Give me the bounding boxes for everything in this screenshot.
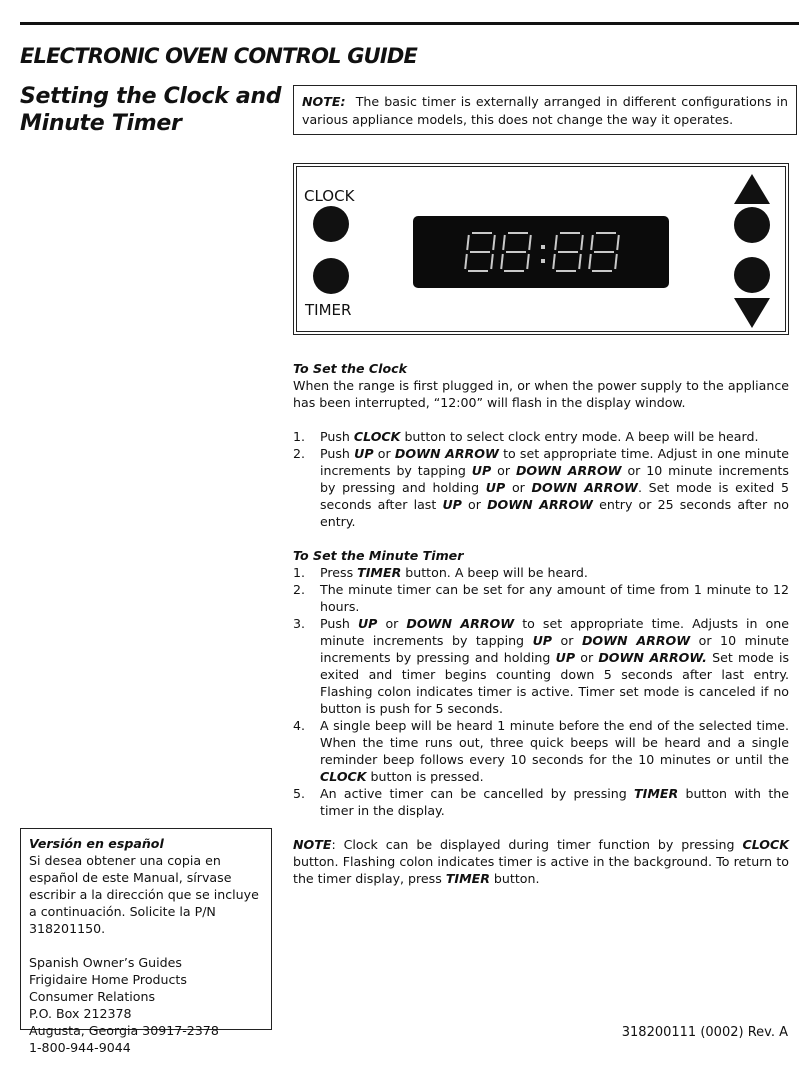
- text-run: Push: [320, 446, 355, 461]
- address-line: Augusta, Georgia 30917-2378: [29, 1023, 219, 1038]
- note-box: [293, 85, 797, 135]
- text-run: Push: [320, 429, 354, 444]
- emphasis-text: CLOCK: [353, 429, 401, 444]
- emphasis-text: UP: [555, 650, 576, 665]
- emphasis-text: DOWN ARROW: [531, 480, 638, 495]
- emphasis-text: UP: [532, 633, 553, 648]
- address-line: 1-800-944-9044: [29, 1040, 131, 1055]
- clock-display: [413, 216, 669, 288]
- emphasis-text: DOWN ARROW.: [598, 650, 707, 665]
- clock-intro: When the range is first plugged in, or when the power supply to the appliance has been interrupted, “12:00” will flash in the display window.: [293, 378, 789, 410]
- step-number: 1.: [293, 565, 306, 580]
- emphasis-text: TIMER: [357, 565, 402, 580]
- guide-title: ELECTRONIC OVEN CONTROL GUIDE: [20, 44, 418, 68]
- emphasis-text: UP: [442, 497, 462, 512]
- address-line: Spanish Owner’s Guides: [29, 955, 182, 970]
- timer-steps: [293, 564, 789, 819]
- emphasis-text: UP: [357, 616, 378, 631]
- text-run: Set mode is exited and timer begins counting down 5 seconds after last entry. Flashing colon indicates timer is active. Timer set mode is canceled if no button is push for 5 seconds.: [320, 650, 790, 716]
- timer-label: TIMER: [305, 301, 352, 319]
- spanish-version-box: [20, 828, 272, 1055]
- display-segment: [491, 254, 493, 269]
- emphasis-text: CLOCK: [742, 837, 789, 852]
- emphasis-text: DOWN ARROW: [406, 616, 515, 631]
- display-segment: [529, 235, 531, 250]
- timer-heading: To Set the Minute Timer: [293, 548, 464, 563]
- timer-button[interactable]: [313, 258, 349, 294]
- text-run: : Clock can be displayed during timer function by pressing: [331, 837, 743, 852]
- text-run: button. Flashing colon indicates timer is active in the background. To return to the timer display, press: [293, 854, 789, 886]
- down-arrow-button[interactable]: [734, 298, 770, 328]
- text-run: or: [552, 633, 582, 648]
- text-run: An active timer can be cancelled by pressing: [320, 786, 635, 801]
- step-number: 5.: [293, 786, 306, 801]
- display-segment: [501, 254, 503, 269]
- emphasis-text: DOWN ARROW: [487, 497, 593, 512]
- list-item: [293, 581, 789, 615]
- display-segment: [503, 235, 505, 250]
- text-run: button. A beep will be heard.: [401, 565, 588, 580]
- display-segment: [553, 254, 555, 269]
- up-round-button[interactable]: [734, 207, 770, 243]
- list-item: [293, 564, 789, 581]
- text-run: or: [461, 497, 488, 512]
- text-run: A single beep will be heard 1 minute before the end of the selected time. When the time runs out, three quick beeps will be heard and a single reminder beep follows every 10 seconds for the 10 minutes or until the: [320, 718, 789, 767]
- emphasis-text: CLOCK: [320, 769, 367, 784]
- instructions: [293, 360, 789, 887]
- display-segment: [591, 235, 593, 250]
- display-segment: [493, 235, 495, 250]
- text-run: button is pressed.: [366, 769, 484, 784]
- text-run: Press: [320, 565, 358, 580]
- text-run: button with the timer in the display.: [320, 786, 789, 818]
- step-number: 1.: [293, 429, 306, 444]
- text-run: . Set mode is exited 5 seconds after last: [320, 480, 790, 512]
- oven-control-panel: [293, 163, 789, 335]
- emphasis-text: DOWN ARROW: [394, 446, 499, 461]
- emphasis-text: DOWN ARROW: [581, 633, 691, 648]
- part-number: 318200111 (0002) Rev. A: [621, 1025, 788, 1040]
- clock-button[interactable]: [313, 206, 349, 242]
- address-line: Frigidaire Home Products: [29, 972, 187, 987]
- text-run: The minute timer can be set for any amount of time from 1 minute to 12 hours.: [320, 582, 789, 614]
- top-rule: [20, 22, 799, 25]
- emphasis-text: NOTE: [293, 837, 332, 852]
- note-text: The basic timer is externally arranged in different configurations in various appliance models, this does not change the way it operates.: [302, 94, 788, 127]
- text-run: Push: [320, 616, 358, 631]
- list-item: [293, 615, 789, 717]
- address-line: Consumer Relations: [29, 989, 156, 1004]
- text-run: or: [491, 463, 516, 478]
- text-run: or: [575, 650, 599, 665]
- display-value: 88:88: [538, 263, 544, 265]
- step-number: 4.: [293, 718, 306, 733]
- display-segment: [615, 254, 617, 269]
- text-run: or: [505, 480, 532, 495]
- text-run: or 10 minute increments by pressing and holding: [320, 463, 789, 495]
- up-arrow-button[interactable]: [734, 174, 770, 204]
- clock-steps: [293, 428, 789, 530]
- clock-label: CLOCK: [304, 187, 355, 205]
- bottom-note: [293, 836, 789, 887]
- display-segment: [579, 254, 581, 269]
- text-run: button.: [489, 871, 540, 886]
- spanish-heading: Versión en español: [29, 836, 164, 851]
- display-segment: [465, 254, 467, 269]
- list-item: [293, 428, 789, 445]
- list-item: [293, 445, 789, 530]
- list-item: [293, 717, 789, 785]
- emphasis-text: UP: [354, 446, 374, 461]
- text-run: or: [377, 616, 407, 631]
- list-item: [293, 785, 789, 819]
- display-segment: [527, 254, 529, 269]
- emphasis-text: UP: [471, 463, 492, 478]
- display-segment: [581, 235, 583, 250]
- display-segment: [467, 235, 469, 250]
- emphasis-text: TIMER: [445, 871, 490, 886]
- address-line: P.O. Box 212378: [29, 1006, 132, 1021]
- text-run: entry or 25 seconds after no entry.: [320, 497, 790, 529]
- clock-heading: To Set the Clock: [293, 361, 407, 376]
- display-digits: [413, 216, 669, 288]
- spanish-address: [29, 954, 263, 1056]
- step-number: 3.: [293, 616, 306, 631]
- step-number: 2.: [293, 582, 306, 597]
- emphasis-text: TIMER: [634, 786, 679, 801]
- text-run: or: [373, 446, 395, 461]
- text-run: or 10 minute increments by pressing and holding: [320, 633, 789, 665]
- spanish-text: Si desea obtener una copia en español de este Manual, sírvase escribir a la dirección que se incluye a continuación. Solicite la P/N 318201150.: [29, 853, 259, 936]
- section-title: Setting the Clock and Minute Timer: [20, 84, 282, 136]
- text-run: to set appropriate time. Adjusts in one minute increments by tapping: [320, 616, 790, 648]
- down-round-button[interactable]: [734, 257, 770, 293]
- emphasis-text: DOWN ARROW: [515, 463, 622, 478]
- display-segment: [555, 235, 557, 250]
- display-colon: [541, 245, 545, 249]
- display-segment: [617, 235, 619, 250]
- display-segment: [589, 254, 591, 269]
- text-run: button to select clock entry mode. A beep will be heard.: [400, 429, 759, 444]
- text-run: to set appropriate time. Adjust in one minute increments by tapping: [320, 446, 790, 478]
- step-number: 2.: [293, 446, 306, 461]
- note-label: NOTE:: [302, 94, 346, 109]
- emphasis-text: UP: [485, 480, 506, 495]
